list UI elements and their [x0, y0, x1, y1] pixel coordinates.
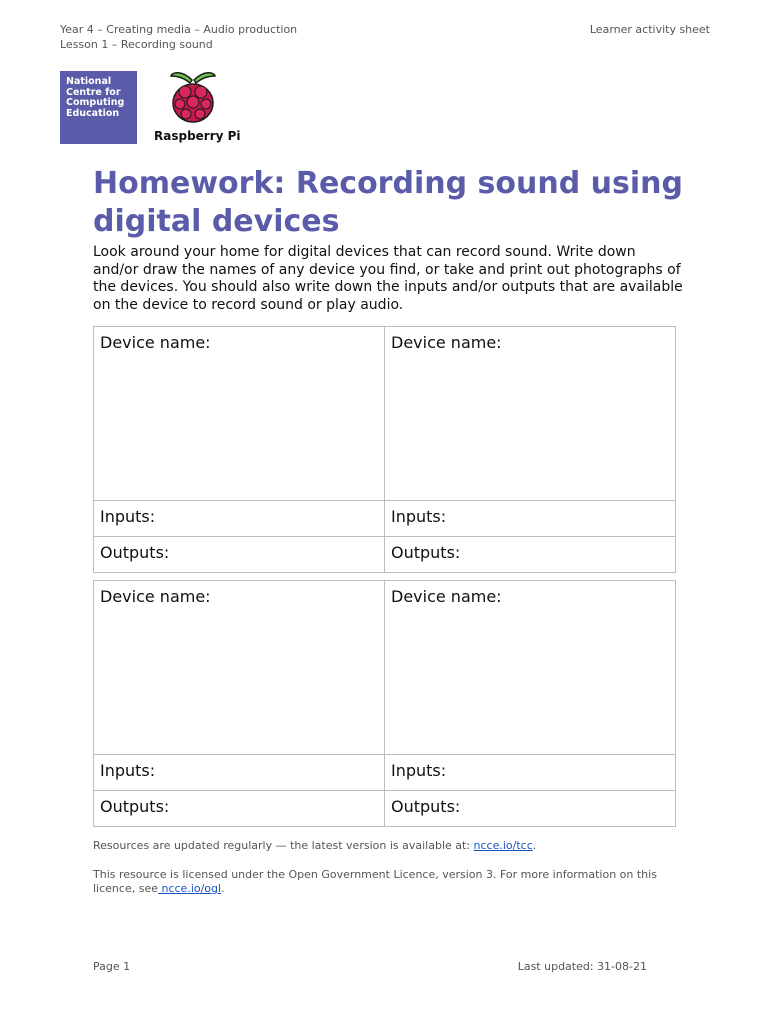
sheet-type: Learner activity sheet	[589, 23, 710, 36]
page-number: Page 1	[93, 960, 131, 973]
raspberry-icon	[168, 68, 218, 124]
resources-link[interactable]: ncce.io/tcc	[473, 839, 533, 852]
inputs-cell[interactable]: Inputs:	[94, 755, 385, 791]
ncce-logo-line: Education	[66, 107, 120, 119]
ncce-logo-line: National	[66, 76, 112, 87]
licence-text: This resource is licensed under the Open Government Licence, version 3. For more information on this licence, see	[93, 868, 657, 895]
outputs-cell[interactable]: Outputs:	[385, 537, 676, 573]
page-title: Homework: Recording sound using digital devices	[93, 166, 683, 239]
inputs-row	[94, 755, 676, 791]
ncce-logo	[60, 71, 137, 144]
device-name-cell[interactable]: Device name:	[385, 327, 676, 501]
resources-text: Resources are updated regularly — the latest version is available at:	[93, 839, 474, 852]
inputs-cell[interactable]: Inputs:	[385, 755, 676, 791]
ncce-logo-line: Computing	[66, 97, 125, 108]
outputs-cell[interactable]: Outputs:	[385, 791, 676, 827]
outputs-row	[94, 791, 676, 827]
course-title: Year 4 – Creating media – Audio production	[60, 23, 298, 36]
outputs-cell[interactable]: Outputs:	[94, 537, 385, 573]
device-name-row	[94, 581, 676, 755]
device-name-cell[interactable]: Device name:	[385, 581, 676, 755]
licence-end: .	[221, 882, 225, 895]
device-name-cell[interactable]: Device name:	[94, 581, 385, 755]
outputs-cell[interactable]: Outputs:	[94, 791, 385, 827]
inputs-cell[interactable]: Inputs:	[94, 501, 385, 537]
licence-link[interactable]: ncce.io/ogl	[157, 882, 222, 895]
raspberry-pi-logo	[150, 68, 240, 148]
inputs-cell[interactable]: Inputs:	[385, 501, 676, 537]
last-updated: Last updated: 31-08-21	[517, 960, 647, 973]
device-table-2	[93, 580, 676, 827]
resources-end: .	[532, 839, 537, 852]
lesson-title: Lesson 1 – Recording sound	[60, 38, 213, 51]
ncce-logo-line: Centre for	[66, 86, 121, 98]
header-left	[60, 22, 297, 52]
outputs-row	[94, 537, 676, 573]
raspberry-pi-label: Raspberry Pi	[154, 129, 241, 143]
inputs-row	[94, 501, 676, 537]
licence-note	[93, 868, 683, 896]
device-table-1	[93, 326, 676, 573]
resources-note	[93, 839, 683, 853]
device-name-row	[94, 327, 676, 501]
device-name-cell[interactable]: Device name:	[94, 327, 385, 501]
intro-paragraph: Look around your home for digital devices that can record sound. Write down and/or draw the names of any device you find, or take and print out photographs of the devices. You should also write down the inputs and/or outputs that are available on the device to record sound or play audio.	[93, 244, 683, 313]
